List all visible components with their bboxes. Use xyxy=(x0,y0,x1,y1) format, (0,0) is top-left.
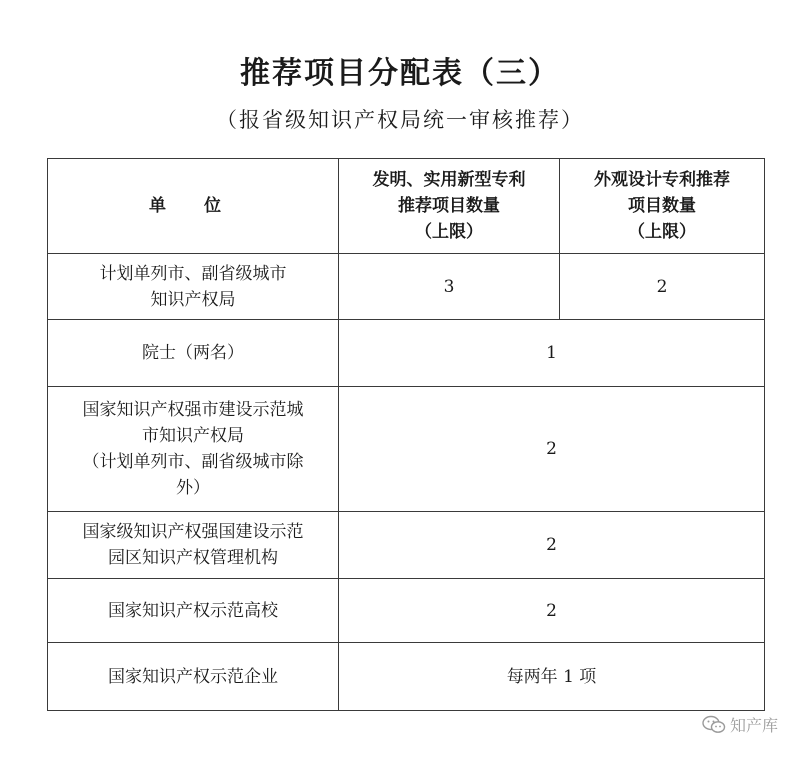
row-design-value: 2 xyxy=(560,254,765,320)
watermark-text: 知产库 xyxy=(729,716,778,735)
row-combined-value: 2 xyxy=(339,387,765,512)
table-row xyxy=(48,643,765,711)
watermark xyxy=(702,713,778,736)
row-unit: 院士（两名） xyxy=(48,320,339,387)
row-unit: 国家知识产权强市建设示范城 市知识产权局 （计划单列市、副省级城市除 外） xyxy=(48,387,339,512)
wechat-icon xyxy=(702,715,726,735)
row-combined-value: 2 xyxy=(339,512,765,579)
allocation-table xyxy=(47,158,765,711)
table-row xyxy=(48,320,765,387)
row-unit: 国家级知识产权强国建设示范 园区知识产权管理机构 xyxy=(48,512,339,579)
page-title: 推荐项目分配表（三） xyxy=(240,56,560,91)
row-combined-value: 1 xyxy=(339,320,765,387)
row-unit: 计划单列市、副省级城市 知识产权局 xyxy=(48,254,339,320)
row-combined-value: 每两年 1 项 xyxy=(339,643,765,711)
table-row xyxy=(48,254,765,320)
table-row xyxy=(48,387,765,512)
page-subtitle: （报省级知识产权局统一审核推荐） xyxy=(216,108,584,132)
row-unit: 国家知识产权示范高校 xyxy=(48,579,339,643)
header-design: 外观设计专利推荐 项目数量 （上限） xyxy=(560,159,765,254)
row-unit: 国家知识产权示范企业 xyxy=(48,643,339,711)
row-invention-value: 3 xyxy=(339,254,560,320)
table-header-row xyxy=(48,159,765,254)
header-unit: 单 位 xyxy=(48,159,339,254)
row-combined-value: 2 xyxy=(339,579,765,643)
table-row xyxy=(48,512,765,579)
header-invention: 发明、实用新型专利 推荐项目数量 （上限） xyxy=(339,159,560,254)
table-row xyxy=(48,579,765,643)
